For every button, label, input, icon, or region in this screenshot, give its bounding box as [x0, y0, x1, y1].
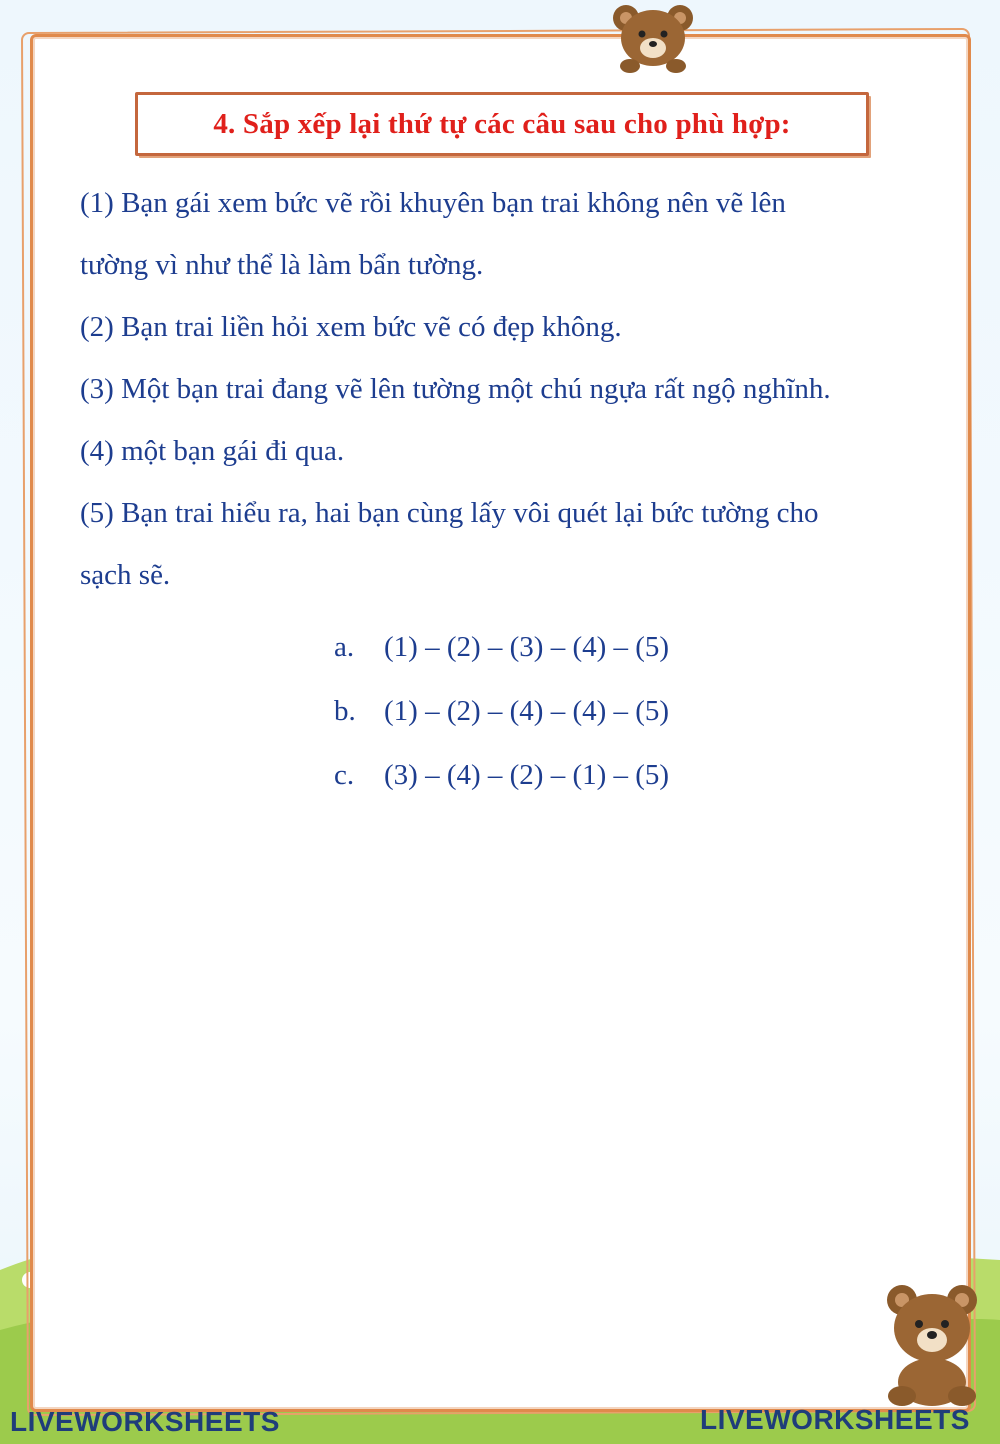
sentence-line: sạch sẽ. [80, 559, 171, 591]
sentence-line: (3) Một bạn trai đang vẽ lên tường một chú ngựa rất ngộ nghĩnh. [80, 373, 831, 405]
liveworksheets-logo-left: LIVEWORKSHEETS [10, 1406, 280, 1437]
option-text: (1) – (2) – (4) – (4) – (5) [384, 694, 670, 727]
option-text: (1) – (2) – (3) – (4) – (5) [384, 630, 670, 663]
option-text: (3) – (4) – (2) – (1) – (5) [384, 758, 670, 791]
option-b[interactable] [334, 679, 669, 743]
sentence-line: (5) Bạn trai hiểu ra, hai bạn cùng lấy vôi quét lại bức tường cho [80, 497, 819, 529]
option-letter: a. [334, 630, 355, 663]
answer-options [334, 615, 669, 807]
bear-top-icon [608, 2, 698, 74]
sentence-line: tường vì như thể là làm bẩn tường. [80, 249, 484, 281]
sentence-line: (2) Bạn trai liền hỏi xem bức vẽ có đẹp không. [80, 311, 622, 343]
option-letter: b. [334, 694, 356, 727]
option-a[interactable] [334, 615, 669, 679]
sentence-line: (1) Bạn gái xem bức vẽ rồi khuyên bạn trai không nên vẽ lên [80, 187, 786, 219]
title-box [135, 92, 869, 156]
option-letter: c. [334, 758, 355, 791]
bear-sitting-icon [878, 1278, 988, 1408]
liveworksheets-logo-right: LIVEWORKSHEETS [700, 1404, 970, 1435]
sentence-list [80, 172, 960, 606]
option-c[interactable] [334, 743, 669, 807]
exercise-title: 4. Sắp xếp lại thứ tự các câu sau cho phù hợp: [213, 107, 791, 140]
sentence-line: (4) một bạn gái đi qua. [80, 435, 345, 467]
